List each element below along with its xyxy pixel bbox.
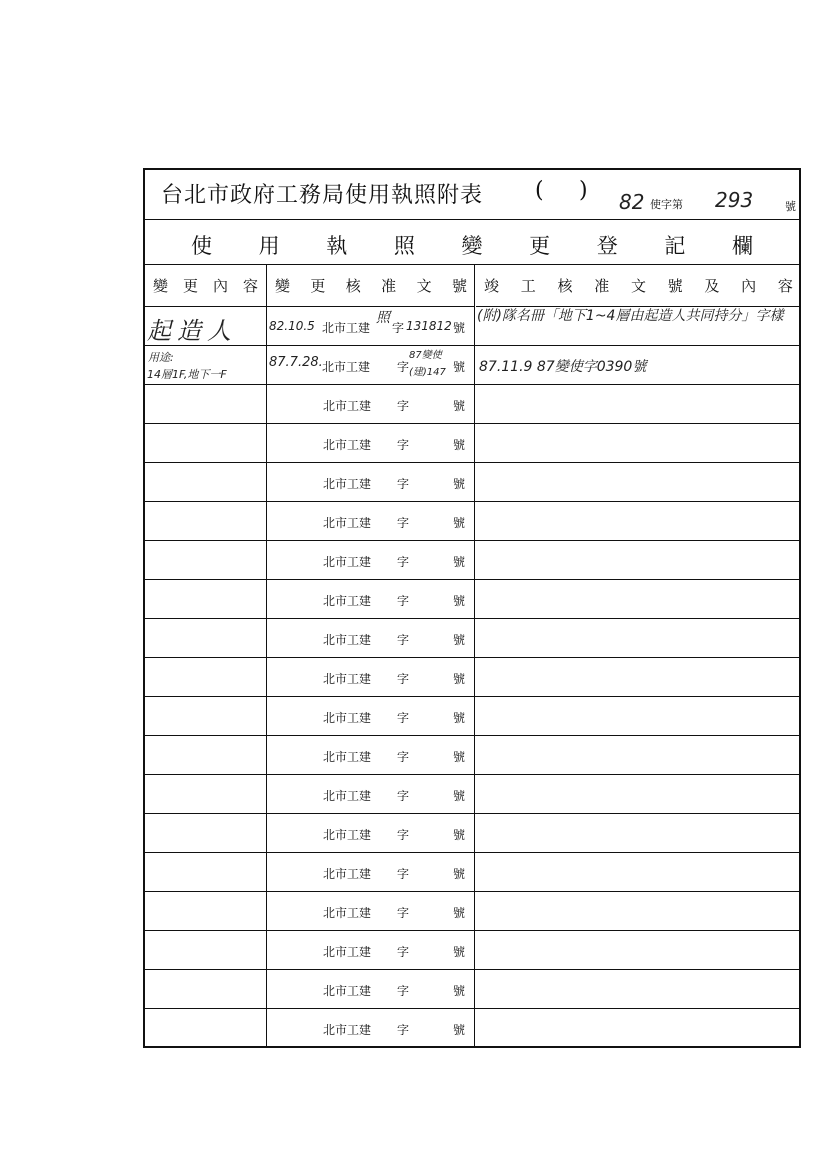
approval-cell bbox=[266, 814, 473, 852]
header-char: 更 bbox=[182, 277, 198, 295]
subtitle-char: 登 bbox=[596, 234, 618, 258]
approval-suffix: 號 bbox=[453, 633, 466, 647]
approval-cell bbox=[266, 580, 473, 618]
completion-note: (附)隊名冊「地下1~4層由起造人共同持分」字樣 bbox=[477, 308, 784, 324]
section-title bbox=[145, 230, 799, 260]
header-char: 容 bbox=[242, 277, 258, 295]
approval-cell bbox=[266, 697, 473, 735]
completion-cell bbox=[475, 736, 801, 774]
approval-office: 北市工建 bbox=[323, 438, 372, 452]
approval-char: 字 bbox=[397, 360, 410, 374]
completion-cell bbox=[475, 697, 801, 735]
approval-cell bbox=[266, 931, 473, 969]
change-content-handwritten: 起造人 bbox=[147, 317, 237, 345]
table-row bbox=[145, 931, 799, 970]
header-char: 號 bbox=[667, 277, 683, 295]
change-content-cell bbox=[145, 580, 265, 618]
change-registration-form bbox=[143, 168, 801, 1048]
table-row bbox=[145, 541, 799, 580]
table-row bbox=[145, 853, 799, 892]
completion-cell bbox=[475, 424, 801, 462]
subtitle-row bbox=[145, 220, 799, 265]
approval-cell bbox=[266, 658, 473, 696]
approval-char: 字 bbox=[397, 555, 410, 569]
change-content-cell bbox=[145, 541, 265, 579]
completion-cell bbox=[475, 775, 801, 813]
title-row bbox=[145, 170, 799, 220]
approval-office: 北市工建 bbox=[323, 984, 372, 998]
approval-suffix: 號 bbox=[453, 321, 466, 335]
paren-close: ) bbox=[579, 178, 588, 203]
change-content-cell bbox=[145, 892, 265, 930]
change-content-cell bbox=[145, 697, 265, 735]
approval-char: 字 bbox=[397, 789, 410, 803]
completion-cell bbox=[475, 346, 801, 384]
approval-char: 字 bbox=[397, 906, 410, 920]
completion-cell bbox=[475, 853, 801, 891]
completion-cell bbox=[475, 580, 801, 618]
completion-cell bbox=[475, 970, 801, 1008]
approval-char: 字 bbox=[397, 438, 410, 452]
approval-suffix: 號 bbox=[453, 945, 466, 959]
approval-office: 北市工建 bbox=[322, 360, 371, 374]
approval-cell bbox=[266, 853, 473, 891]
change-content-cell bbox=[145, 307, 265, 345]
column-header-content bbox=[145, 265, 266, 307]
license-suffix: 號 bbox=[785, 200, 796, 213]
header-char: 內 bbox=[741, 277, 757, 295]
approval-suffix: 號 bbox=[453, 711, 466, 725]
header-char: 核 bbox=[345, 277, 361, 295]
column-header-completion bbox=[476, 265, 801, 307]
approval-char: 字 bbox=[397, 399, 410, 413]
change-content-cell bbox=[145, 385, 265, 423]
approval-cell bbox=[266, 619, 473, 657]
approval-cell bbox=[266, 970, 473, 1008]
table-row bbox=[145, 1009, 799, 1046]
header-char: 准 bbox=[594, 277, 610, 295]
change-content-cell bbox=[145, 853, 265, 891]
approval-cell bbox=[266, 385, 473, 423]
completion-cell bbox=[475, 892, 801, 930]
license-number-handwritten: 293 bbox=[715, 188, 754, 212]
completion-cell bbox=[475, 541, 801, 579]
table-row bbox=[145, 736, 799, 775]
change-content-cell bbox=[145, 346, 265, 384]
approval-cell bbox=[266, 424, 473, 462]
header-char: 及 bbox=[704, 277, 720, 295]
subtitle-char: 變 bbox=[461, 234, 483, 258]
approval-suffix: 號 bbox=[453, 438, 466, 452]
header-char: 變 bbox=[275, 277, 291, 295]
approval-cell bbox=[266, 463, 473, 501]
form-title: 台北市政府工務局使用執照附表 bbox=[161, 183, 484, 208]
approval-suffix: 號 bbox=[453, 1023, 466, 1037]
approval-char: 字 bbox=[397, 711, 410, 725]
paren-open: ( bbox=[535, 178, 544, 203]
subtitle-char: 記 bbox=[664, 234, 686, 258]
approval-office: 北市工建 bbox=[323, 672, 372, 686]
approval-suffix: 號 bbox=[453, 672, 466, 686]
approval-office: 北市工建 bbox=[323, 399, 372, 413]
table-row bbox=[145, 307, 799, 346]
approval-office: 北市工建 bbox=[323, 555, 372, 569]
change-content-cell bbox=[145, 775, 265, 813]
approval-cell bbox=[266, 307, 473, 345]
subtitle-char: 用 bbox=[258, 234, 280, 258]
approval-date: 87.7.28. bbox=[269, 355, 323, 370]
change-content-cell bbox=[145, 619, 265, 657]
approval-suffix: 號 bbox=[453, 555, 466, 569]
change-content-cell bbox=[145, 814, 265, 852]
table-row bbox=[145, 580, 799, 619]
approval-number: 131812 bbox=[406, 319, 452, 333]
header-char: 准 bbox=[381, 277, 397, 295]
table-row bbox=[145, 697, 799, 736]
table-row bbox=[145, 385, 799, 424]
approval-char: 字 bbox=[397, 828, 410, 842]
table-row bbox=[145, 619, 799, 658]
approval-suffix: 號 bbox=[453, 399, 466, 413]
table-row bbox=[145, 658, 799, 697]
subtitle-char: 欄 bbox=[732, 234, 753, 258]
approval-cell bbox=[266, 502, 473, 540]
subtitle-char: 更 bbox=[529, 234, 551, 258]
year-handwritten: 82 bbox=[619, 190, 645, 214]
approval-suffix: 號 bbox=[453, 984, 466, 998]
completion-cell bbox=[475, 619, 801, 657]
approval-suffix: 號 bbox=[453, 750, 466, 764]
approval-suffix: 號 bbox=[453, 477, 466, 491]
completion-cell bbox=[475, 931, 801, 969]
approval-char: 字 bbox=[397, 867, 410, 881]
header-char: 號 bbox=[451, 277, 467, 295]
approval-office: 北市工建 bbox=[323, 516, 372, 530]
approval-cell bbox=[266, 736, 473, 774]
license-prefix: 使字第 bbox=[650, 198, 683, 211]
approval-cell bbox=[266, 1009, 473, 1046]
table-row bbox=[145, 892, 799, 931]
usage-value: 14層1F,地下一F bbox=[147, 368, 227, 381]
approval-cell bbox=[266, 541, 473, 579]
approval-date: 82.10.5 bbox=[269, 319, 315, 333]
approval-char: 字 bbox=[392, 321, 405, 335]
table-row bbox=[145, 424, 799, 463]
completion-cell bbox=[475, 502, 801, 540]
approval-office: 北市工建 bbox=[323, 711, 372, 725]
approval-office: 北市工建 bbox=[323, 828, 372, 842]
approval-cell bbox=[266, 775, 473, 813]
header-char: 內 bbox=[212, 277, 228, 295]
completion-note: 87.11.9 87變使字0390號 bbox=[479, 359, 647, 375]
approval-office: 北市工建 bbox=[323, 1023, 372, 1037]
approval-office: 北市工建 bbox=[323, 906, 372, 920]
header-char: 變 bbox=[153, 277, 169, 295]
approval-char: 字 bbox=[397, 633, 410, 647]
approval-office: 北市工建 bbox=[323, 594, 372, 608]
approval-char: 字 bbox=[397, 672, 410, 686]
column-header-approval bbox=[267, 265, 475, 307]
approval-char: 字 bbox=[397, 945, 410, 959]
header-char: 竣 bbox=[484, 277, 500, 295]
change-content-cell bbox=[145, 424, 265, 462]
change-content-cell bbox=[145, 970, 265, 1008]
subtitle-char: 執 bbox=[326, 234, 348, 258]
change-content-cell bbox=[145, 1009, 265, 1046]
change-content-cell bbox=[145, 736, 265, 774]
approval-office: 北市工建 bbox=[322, 321, 371, 335]
approval-office: 北市工建 bbox=[323, 945, 372, 959]
change-content-cell bbox=[145, 931, 265, 969]
usage-label: 用途: bbox=[148, 351, 174, 364]
approval-char: 字 bbox=[397, 477, 410, 491]
header-char: 更 bbox=[310, 277, 326, 295]
approval-char: 字 bbox=[397, 594, 410, 608]
table-row bbox=[145, 970, 799, 1009]
subtitle-char: 使 bbox=[191, 234, 212, 258]
table-row bbox=[145, 775, 799, 814]
completion-cell bbox=[475, 385, 801, 423]
change-content-cell bbox=[145, 463, 265, 501]
change-content-cell bbox=[145, 502, 265, 540]
header-char: 工 bbox=[520, 277, 536, 295]
table-row bbox=[145, 502, 799, 541]
approval-suffix: 號 bbox=[453, 789, 466, 803]
completion-cell bbox=[475, 1009, 801, 1046]
approval-suffix: 號 bbox=[453, 360, 466, 374]
approval-char: 字 bbox=[397, 1023, 410, 1037]
subtitle-char: 照 bbox=[393, 234, 415, 258]
approval-office: 北市工建 bbox=[323, 789, 372, 803]
approval-suffix: 號 bbox=[453, 828, 466, 842]
approval-office: 北市工建 bbox=[323, 867, 372, 881]
approval-suffix: 號 bbox=[453, 867, 466, 881]
table-row bbox=[145, 346, 799, 385]
table-row bbox=[145, 463, 799, 502]
approval-suffix: 號 bbox=[453, 906, 466, 920]
header-char: 核 bbox=[557, 277, 573, 295]
header-char: 文 bbox=[630, 277, 646, 295]
header-char: 容 bbox=[777, 277, 793, 295]
approval-char: 字 bbox=[397, 984, 410, 998]
change-content-cell bbox=[145, 658, 265, 696]
approval-char: 字 bbox=[397, 516, 410, 530]
approval-type: 照 bbox=[376, 310, 390, 326]
approval-cell bbox=[266, 892, 473, 930]
approval-office: 北市工建 bbox=[323, 477, 372, 491]
completion-cell bbox=[475, 658, 801, 696]
completion-cell bbox=[475, 463, 801, 501]
approval-char: 字 bbox=[397, 750, 410, 764]
completion-cell bbox=[475, 307, 801, 345]
table-row bbox=[145, 814, 799, 853]
approval-cell bbox=[266, 346, 473, 384]
approval-suffix: 號 bbox=[453, 516, 466, 530]
approval-number: 87變使(建)147 bbox=[409, 350, 446, 378]
approval-office: 北市工建 bbox=[323, 750, 372, 764]
header-char: 文 bbox=[416, 277, 432, 295]
approval-suffix: 號 bbox=[453, 594, 466, 608]
completion-cell bbox=[475, 814, 801, 852]
approval-office: 北市工建 bbox=[323, 633, 372, 647]
